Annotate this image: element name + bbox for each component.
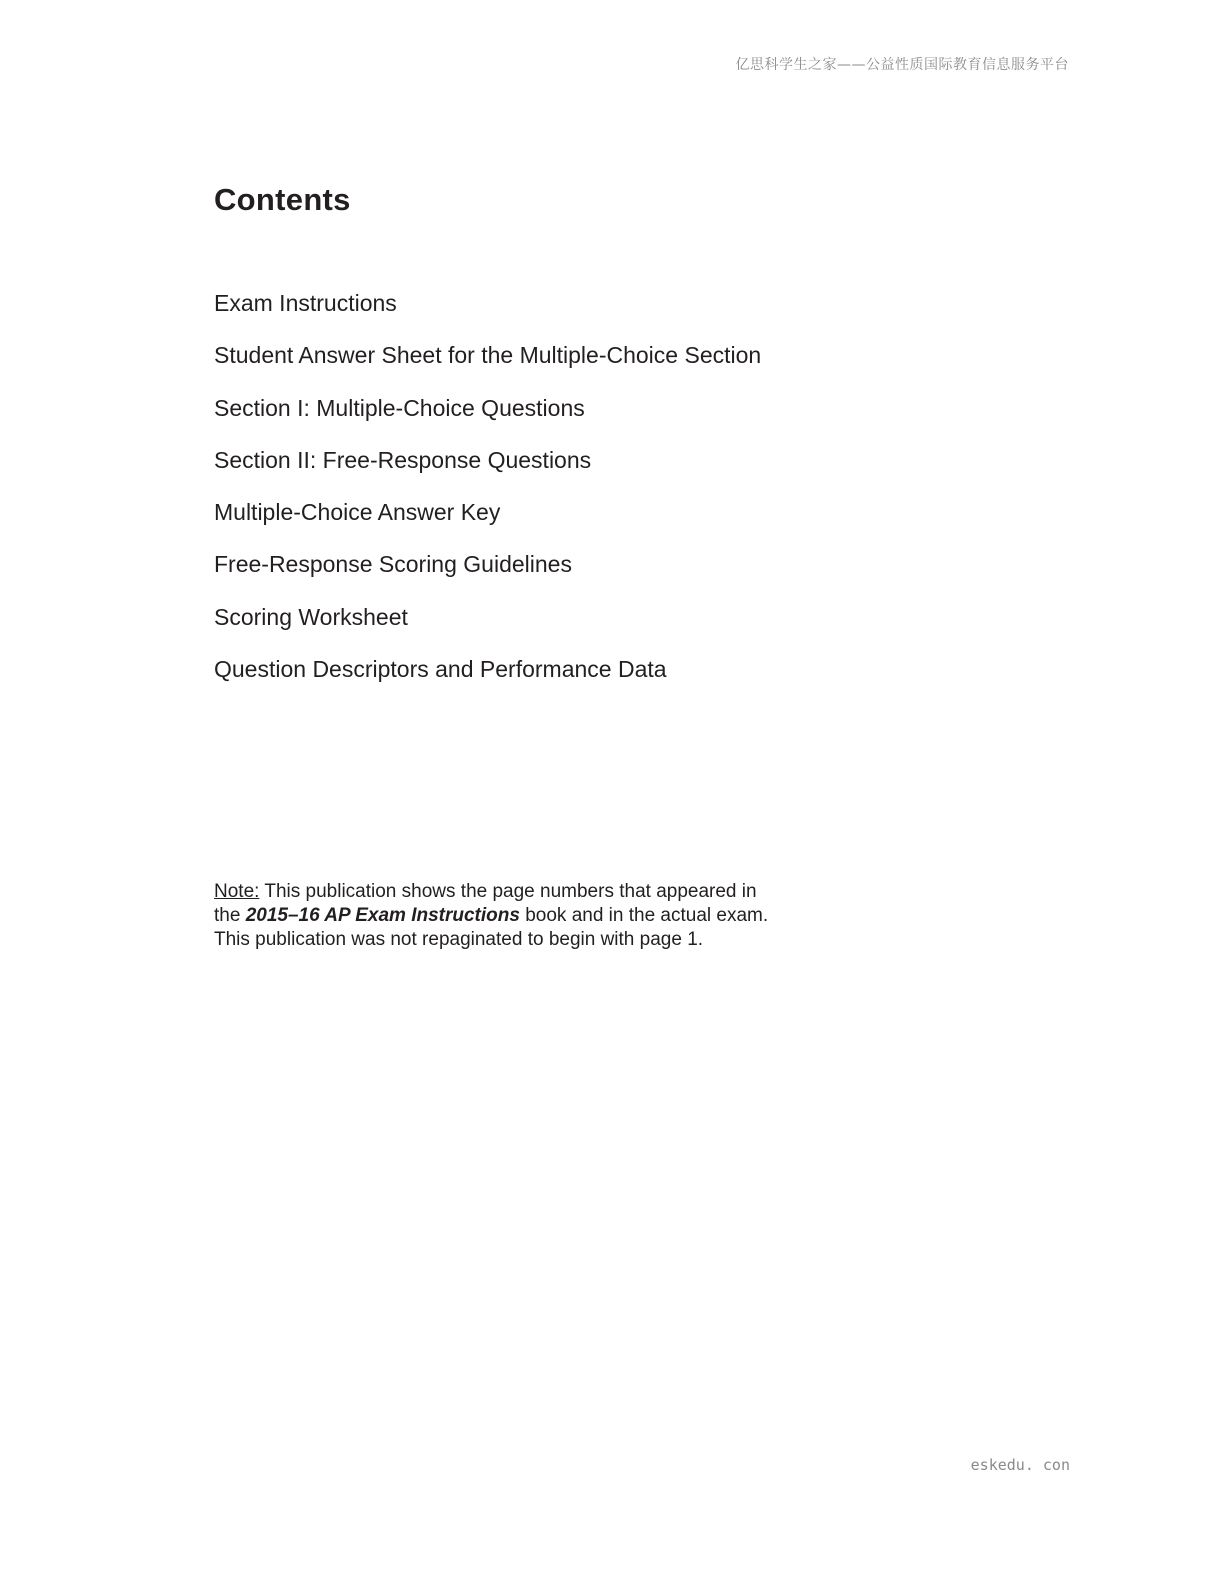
toc-item-question-descriptors[interactable]: Question Descriptors and Performance Data	[214, 656, 667, 683]
note-label: Note:	[214, 881, 260, 902]
note-line-2	[214, 904, 854, 928]
toc-item-scoring-guidelines[interactable]: Free-Response Scoring Guidelines	[214, 551, 572, 578]
note-line-2-post: book and in the actual exam.	[519, 905, 769, 926]
toc-item-answer-key[interactable]: Multiple-Choice Answer Key	[214, 499, 501, 526]
note-line-1-text: This publication shows the page numbers that appeared in	[259, 881, 757, 902]
header-watermark: 亿思科学生之家——公益性质国际教育信息服务平台	[735, 57, 1069, 73]
toc-item-exam-instructions[interactable]: Exam Instructions	[214, 290, 397, 316]
toc-item-section-1[interactable]: Section I: Multiple-Choice Questions	[214, 394, 585, 421]
toc-item-scoring-worksheet[interactable]: Scoring Worksheet	[214, 603, 408, 630]
note-line-3: This publication was not repaginated to begin with page 1.	[214, 929, 704, 950]
footer-watermark: eskedu. con	[970, 1456, 1070, 1474]
table-of-contents	[214, 286, 761, 704]
note-book-title: 2015–16 AP Exam Instructions	[245, 905, 520, 926]
page-title: Contents	[214, 182, 351, 217]
publication-note	[214, 880, 854, 952]
toc-item-student-answer-sheet[interactable]: Student Answer Sheet for the Multiple-Choice Section	[214, 342, 762, 369]
note-line-1	[214, 880, 854, 904]
note-line-2-pre: the	[214, 905, 246, 926]
toc-item-section-2[interactable]: Section II: Free-Response Questions	[214, 446, 592, 473]
